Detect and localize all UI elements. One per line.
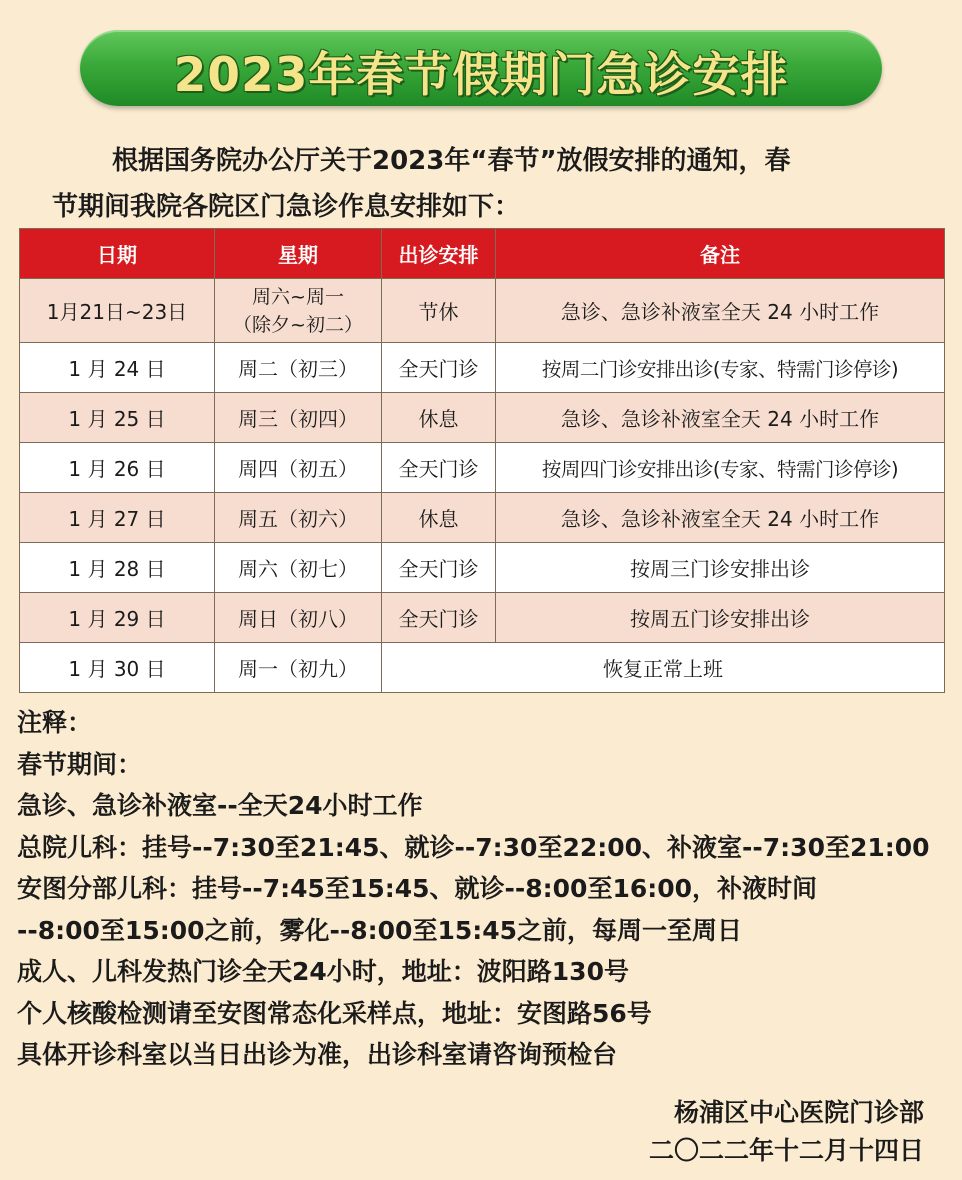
cell-weekday [215, 279, 382, 343]
title-banner [80, 30, 882, 106]
table-row [20, 593, 945, 643]
page-title: 2023年春节假期门急诊安排 [173, 48, 789, 103]
signature-department: 杨浦区中心医院门诊部 [673, 1098, 924, 1127]
header-remark: 备注 [496, 229, 945, 279]
cell-arrangement: 全天门诊 [382, 543, 496, 593]
header-date: 日期 [20, 229, 215, 279]
cell-date: 1 月 30 日 [20, 643, 215, 693]
cell-date: 1 月 26 日 [20, 443, 215, 493]
table-row [20, 343, 945, 393]
cell-remark: 按周四门诊安排出诊(专家、特需门诊停诊) [496, 443, 945, 493]
table-row [20, 493, 945, 543]
cell-arrangement: 休息 [382, 393, 496, 443]
notes-line: 具体开诊科室以当日出诊为准，出诊科室请咨询预检台 [17, 1040, 618, 1069]
cell-date: 1 月 28 日 [20, 543, 215, 593]
notes-line: 成人、儿科发热门诊全天24小时，地址：波阳路130号 [17, 957, 629, 986]
cell-weekday: 周一（初九） [215, 643, 382, 693]
cell-weekday: 周三（初四） [215, 393, 382, 443]
cell-arrangement: 节休 [382, 279, 496, 343]
cell-date: 1 月 25 日 [20, 393, 215, 443]
cell-merged-remark: 恢复正常上班 [382, 643, 945, 693]
cell-arrangement: 全天门诊 [382, 443, 496, 493]
cell-weekday: 周六（初七） [215, 543, 382, 593]
intro-paragraph [52, 138, 932, 230]
header-arrangement: 出诊安排 [382, 229, 496, 279]
cell-arrangement: 全天门诊 [382, 593, 496, 643]
notes-line: 安图分部儿科：挂号--7:45至15:45、就诊--8:00至16:00，补液时间 [17, 874, 818, 903]
cell-weekday: 周五（初六） [215, 493, 382, 543]
notes-line: 总院儿科：挂号--7:30至21:45、就诊--7:30至22:00、补液室--7:30至21:00 [17, 832, 930, 862]
notes-line: --8:00至15:00之前，雾化--8:00至15:45之前，每周一至周日 [17, 915, 743, 945]
signature-date: 二〇二二年十二月十四日 [648, 1136, 924, 1165]
cell-remark: 按周二门诊安排出诊(专家、特需门诊停诊) [496, 343, 945, 393]
schedule-table [19, 228, 945, 693]
cell-remark: 急诊、急诊补液室全天 24 小时工作 [496, 493, 945, 543]
notes-heading: 注释： [17, 708, 93, 737]
notes-line: 个人核酸检测请至安图常态化采样点，地址：安图路56号 [17, 998, 652, 1028]
cell-weekday-line1: 周六~周一 [252, 285, 344, 308]
cell-weekday: 周日（初八） [215, 593, 382, 643]
notes-line: 急诊、急诊补液室--全天24小时工作 [17, 791, 423, 820]
cell-date: 1月21日~23日 [20, 279, 215, 343]
cell-remark: 按周五门诊安排出诊 [496, 593, 945, 643]
table-row [20, 279, 945, 343]
cell-date: 1 月 29 日 [20, 593, 215, 643]
signature-block [649, 1094, 924, 1170]
notes-section [17, 702, 952, 1076]
intro-line-2: 节期间我院各院区门急诊作息安排如下： [52, 192, 521, 222]
notes-line: 春节期间： [17, 749, 143, 779]
cell-arrangement: 休息 [382, 493, 496, 543]
table-row [20, 543, 945, 593]
cell-remark: 急诊、急诊补液室全天 24 小时工作 [496, 279, 945, 343]
cell-weekday-line2: （除夕~初二） [233, 313, 363, 336]
cell-date: 1 月 27 日 [20, 493, 215, 543]
cell-weekday: 周四（初五） [215, 443, 382, 493]
cell-arrangement: 全天门诊 [382, 343, 496, 393]
table-row [20, 643, 945, 693]
header-weekday: 星期 [215, 229, 382, 279]
table-row [20, 443, 945, 493]
intro-line-1: 根据国务院办公厅关于2023年“春节”放假安排的通知，春 [112, 146, 791, 176]
cell-remark: 按周三门诊安排出诊 [496, 543, 945, 593]
table-header-row [20, 229, 945, 279]
table-row [20, 393, 945, 443]
cell-remark: 急诊、急诊补液室全天 24 小时工作 [496, 393, 945, 443]
cell-weekday: 周二（初三） [215, 343, 382, 393]
cell-date: 1 月 24 日 [20, 343, 215, 393]
